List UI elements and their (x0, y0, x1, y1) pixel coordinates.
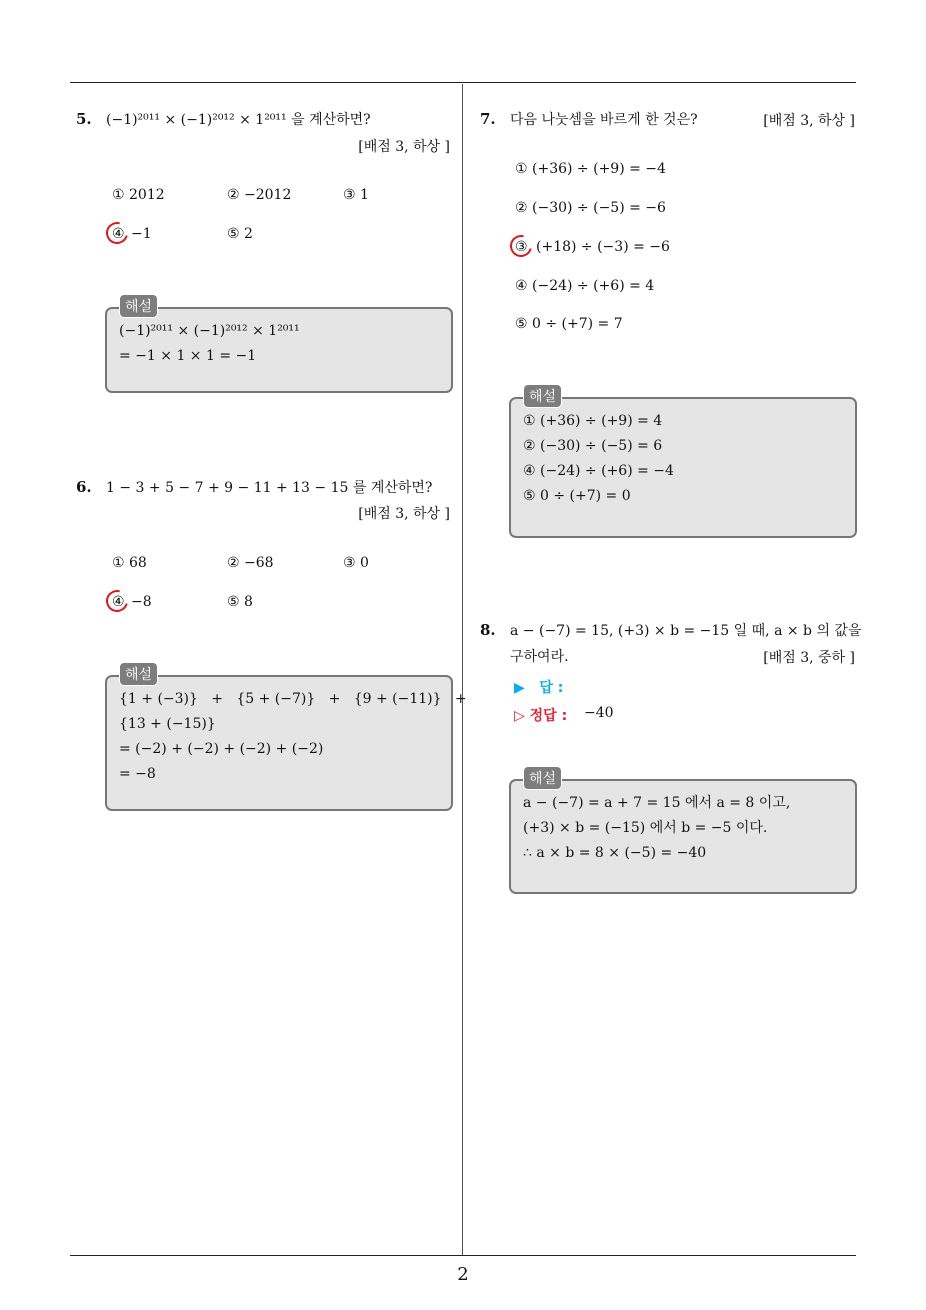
q5-option-4-marker: ④ (112, 226, 125, 242)
q6-score: [배점 3, 하상 ] (358, 506, 450, 522)
q8-expl-line-1: a − (−7) = a + 7 = 15 에서 a = 8 이고, (523, 795, 791, 811)
q8-text-line-2: 구하여라. (510, 649, 569, 665)
q7-text: 다음 나눗셈을 바르게 한 것은? (510, 112, 698, 128)
q5-expl-tag: 해설 (119, 294, 158, 318)
top-rule (70, 82, 856, 83)
q8-number: 8. (480, 621, 496, 639)
q7-expl-line-3: ④ (−24) ÷ (+6) = −4 (523, 463, 674, 479)
q8-expl-line-3: ∴ a × b = 8 × (−5) = −40 (523, 845, 707, 861)
q6-number: 6. (76, 478, 92, 496)
q8-expl-line-2: (+3) × b = (−15) 에서 b = −5 이다. (523, 820, 768, 836)
bottom-rule (70, 1255, 856, 1256)
q5-score: [배점 3, 하상 ] (358, 139, 450, 155)
q7-expl-line-2: ② (−30) ÷ (−5) = 6 (523, 438, 663, 454)
q6-text: 1 − 3 + 5 − 7 + 9 − 11 + 13 − 15 를 계산하면? (106, 480, 433, 496)
q6-explanation-box (105, 675, 467, 811)
q7-option-1: ① (+36) ÷ (+9) = −4 (515, 161, 666, 177)
q5-option-4-value: −1 (131, 226, 152, 242)
answer-mark-circle-icon (506, 231, 536, 261)
q8-answer-label: ▶ 답 : (514, 680, 564, 696)
answer-mark-circle-icon (102, 218, 132, 248)
q5-option-3: ③ 1 (343, 187, 369, 203)
q6-expl-tag: 해설 (119, 662, 158, 686)
q6-option-1: ① 68 (112, 555, 147, 571)
q5-explanation-box (105, 307, 453, 393)
q7-option-5: ⑤ 0 ÷ (+7) = 7 (515, 316, 623, 332)
q7-score: [배점 3, 하상 ] (763, 113, 855, 129)
q6-option-3: ③ 0 (343, 555, 369, 571)
answer-mark-circle-icon (102, 586, 132, 616)
q6-option-2: ② −68 (227, 555, 274, 571)
q6-option-5: ⑤ 8 (227, 594, 253, 610)
q8-score: [배점 3, 중하 ] (763, 650, 855, 666)
q8-explanation-box (509, 779, 857, 894)
q8-correct-value: −40 (584, 705, 614, 721)
q5-option-2: ② −2012 (227, 187, 292, 203)
q7-expl-line-4: ⑤ 0 ÷ (+7) = 0 (523, 488, 631, 504)
q6-expl-line-2: {13 + (−15)} (119, 716, 216, 732)
q6-expl-line-3: = (−2) + (−2) + (−2) + (−2) (119, 741, 324, 757)
q5-expl-line-1: (−1)²⁰¹¹ × (−1)²⁰¹² × 1²⁰¹¹ (119, 323, 300, 339)
q6-option-4-marker: ④ (112, 594, 125, 610)
q7-option-2: ② (−30) ÷ (−5) = −6 (515, 200, 666, 216)
q7-explanation-box (509, 397, 857, 538)
q5-text: (−1)²⁰¹¹ × (−1)²⁰¹² × 1²⁰¹¹ 을 계산하면? (106, 112, 371, 128)
q6-expl-line-4: = −8 (119, 766, 156, 782)
q5-number: 5. (76, 110, 92, 128)
q7-option-4: ④ (−24) ÷ (+6) = 4 (515, 278, 655, 294)
q8-expl-tag: 해설 (523, 766, 562, 790)
page-number: 2 (457, 1264, 469, 1285)
q7-expl-line-1: ① (+36) ÷ (+9) = 4 (523, 413, 663, 429)
q7-option-3-value: (+18) ÷ (−3) = −6 (536, 239, 670, 255)
q7-number: 7. (480, 110, 496, 128)
q6-option-4-value: −8 (131, 594, 152, 610)
q6-expl-line-1: {1 + (−3)} + {5 + (−7)} + {9 + (−11)} + (119, 691, 467, 707)
q7-expl-tag: 해설 (523, 384, 562, 408)
q7-option-3-marker: ③ (515, 239, 528, 255)
column-divider (462, 84, 463, 1256)
q5-expl-line-2: = −1 × 1 × 1 = −1 (119, 348, 257, 364)
q8-text-line-1: a − (−7) = 15, (+3) × b = −15 일 때, a × b 의 값을 (510, 623, 862, 639)
q5-option-1: ① 2012 (112, 187, 165, 203)
q8-correct-label: ▷ 정답 : (514, 708, 568, 724)
q5-option-5: ⑤ 2 (227, 226, 253, 242)
